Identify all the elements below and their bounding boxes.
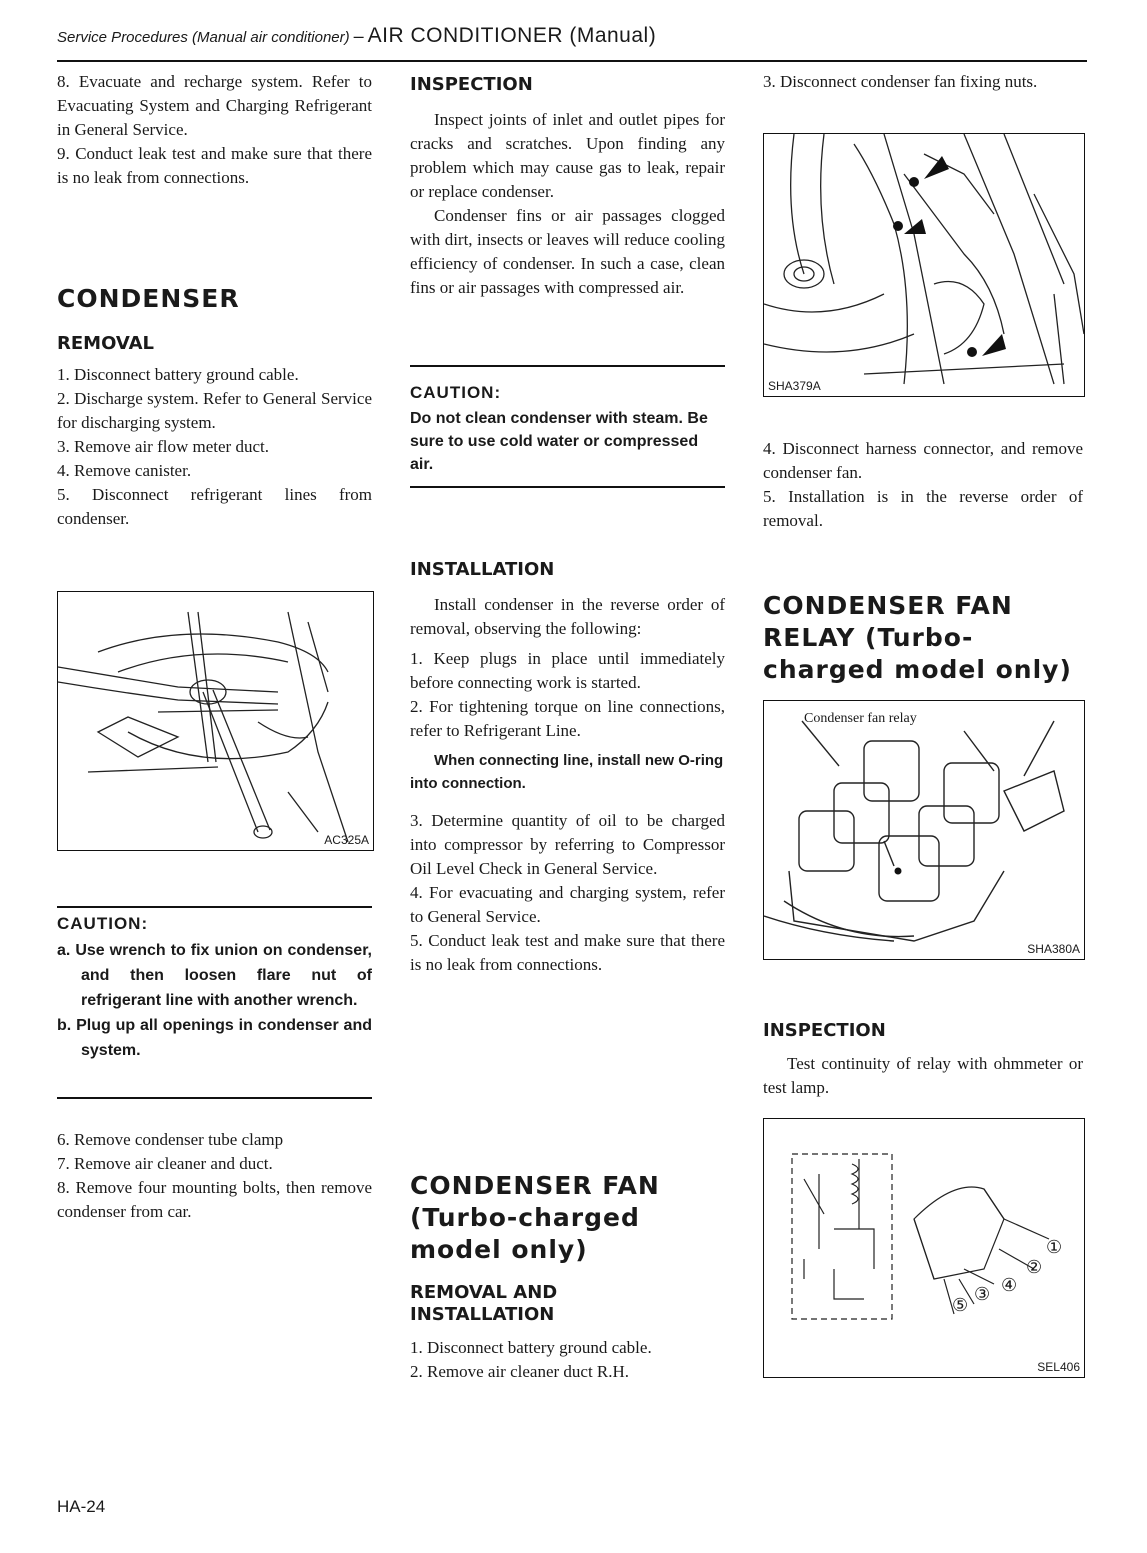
installation-heading: INSTALLATION bbox=[410, 559, 555, 580]
fan-step-3: 3. Disconnect condenser fan fixing nuts. bbox=[763, 72, 1038, 91]
page-title: AIR CONDITIONER (Manual) bbox=[367, 24, 657, 47]
condenser-fan-section bbox=[410, 1170, 725, 1384]
fan-heading-line-1: CONDENSER FAN bbox=[410, 1171, 660, 1200]
terminal-2-label: ② bbox=[1026, 1257, 1043, 1277]
removal-step-3: 3. Remove air flow meter duct. bbox=[57, 437, 269, 456]
installation-step-2: 2. For tightening torque on line connections, refer to Refrigerant Line. bbox=[410, 697, 725, 740]
installation-intro: Install condenser in the reverse order of removal, observing the following: bbox=[410, 595, 725, 638]
fan-step-2: 2. Remove air cleaner duct R.H. bbox=[410, 1362, 630, 1381]
inspection-paragraph-1: Inspect joints of inlet and outlet pipes for cracks and scratches. Upon finding any problem which may cause gas to leak, repair or replace condenser. bbox=[410, 110, 725, 201]
relay-heading-line-1: CONDENSER FAN bbox=[763, 591, 1013, 620]
installation-section bbox=[410, 559, 725, 977]
figure-relay-circuit bbox=[763, 1118, 1085, 1378]
figure-fan-relay bbox=[763, 700, 1085, 960]
inspection-paragraph-2: Condenser fins or air passages clogged with dirt, insects or leaves will reduce cooling efficiency of condenser. In such a case, clean fins or air passages with compressed air. bbox=[410, 206, 725, 297]
relay-callout: Condenser fan relay bbox=[804, 711, 917, 726]
removal-steps-continued bbox=[57, 1128, 372, 1224]
column-middle bbox=[410, 70, 725, 300]
installation-step-4: 4. For evacuating and charging system, refer to General Service. bbox=[410, 883, 725, 926]
relay-section bbox=[763, 590, 1093, 686]
relay-illustration bbox=[764, 701, 1084, 959]
relay-inspection-text: Test continuity of relay with ohmmeter or test lamp. bbox=[763, 1054, 1083, 1097]
removal-step-2: 2. Discharge system. Refer to General Service for discharging system. bbox=[57, 389, 372, 432]
wrench-illustration bbox=[58, 592, 373, 850]
terminal-5-label: ⑤ bbox=[952, 1295, 969, 1315]
fan-step-4: 4. Disconnect harness connector, and remove condenser fan. bbox=[763, 439, 1083, 482]
section-title: Service Procedures (Manual air conditioner) bbox=[57, 29, 350, 46]
fan-steps-continued bbox=[763, 437, 1083, 533]
step-9: 9. Conduct leak test and make sure that there is no leak from connections. bbox=[57, 144, 372, 187]
page-header bbox=[57, 18, 1087, 62]
removal-step-5: 5. Disconnect refrigerant lines from condenser. bbox=[57, 485, 372, 528]
installation-note: When connecting line, install new O-ring into connection. bbox=[410, 752, 724, 792]
terminal-1-label: ① bbox=[1046, 1237, 1063, 1257]
relay-heading-line-2: RELAY (Turbo- bbox=[763, 623, 974, 652]
inspection-heading: INSPECTION bbox=[410, 74, 533, 95]
terminal-3-label: ③ bbox=[974, 1284, 991, 1304]
figure-fan-nuts bbox=[763, 133, 1085, 397]
fan-nuts-illustration bbox=[764, 134, 1084, 396]
figure-label: SHA380A bbox=[1027, 942, 1080, 956]
terminal-4-label: ④ bbox=[1001, 1275, 1018, 1295]
fan-step-5: 5. Installation is in the reverse order of removal. bbox=[763, 487, 1083, 530]
column-right bbox=[763, 70, 1083, 94]
caution-text-middle: Do not clean condenser with steam. Be sure to use cold water or compressed air. bbox=[410, 410, 708, 473]
figure-condenser-wrench bbox=[57, 591, 374, 851]
caution-rule-left bbox=[57, 1097, 372, 1099]
relay-inspection-section bbox=[763, 1020, 1083, 1100]
figure-label: SEL406 bbox=[1037, 1360, 1080, 1374]
caution-title-middle: CAUTION: bbox=[410, 383, 502, 402]
caution-item-a: a. Use wrench to fix union on condenser, and then loosen flare nut of refrigerant line with another wrench. bbox=[57, 942, 372, 1009]
caution-title: CAUTION: bbox=[57, 914, 149, 933]
page-number: HA-24 bbox=[57, 1497, 106, 1516]
removal-step-7: 7. Remove air cleaner and duct. bbox=[57, 1154, 273, 1173]
figure-label: AC325A bbox=[324, 833, 369, 847]
removal-step-4: 4. Remove canister. bbox=[57, 461, 192, 480]
fan-subheading-line-2: INSTALLATION bbox=[410, 1304, 555, 1325]
header-dash: – bbox=[353, 26, 364, 46]
removal-step-8: 8. Remove four mounting bolts, then remove condenser from car. bbox=[57, 1178, 372, 1221]
installation-step-3: 3. Determine quantity of oil to be charged into compressor by referring to Compressor Oil Level Check in General Service. bbox=[410, 811, 725, 878]
fan-step-1: 1. Disconnect battery ground cable. bbox=[410, 1338, 652, 1357]
relay-inspection-heading: INSPECTION bbox=[763, 1020, 886, 1041]
caution-block-middle bbox=[410, 365, 725, 488]
fan-heading-line-3: model only) bbox=[410, 1235, 588, 1264]
caution-item-b: b. Plug up all openings in condenser and system. bbox=[57, 1017, 372, 1059]
relay-circuit-illustration bbox=[764, 1119, 1084, 1377]
installation-step-1: 1. Keep plugs in place until immediately before connecting work is started. bbox=[410, 649, 725, 692]
removal-heading: REMOVAL bbox=[57, 333, 154, 354]
caution-block-left bbox=[57, 906, 372, 1063]
column-left bbox=[57, 70, 372, 531]
fan-heading-line-2: (Turbo-charged bbox=[410, 1203, 640, 1232]
condenser-heading: CONDENSER bbox=[57, 284, 240, 313]
fan-subheading-line-1: REMOVAL AND bbox=[410, 1282, 558, 1303]
figure-label: SHA379A bbox=[768, 379, 821, 393]
removal-step-6: 6. Remove condenser tube clamp bbox=[57, 1130, 284, 1149]
removal-step-1: 1. Disconnect battery ground cable. bbox=[57, 365, 299, 384]
installation-step-5: 5. Conduct leak test and make sure that there is no leak from connections. bbox=[410, 931, 725, 974]
step-8: 8. Evacuate and recharge system. Refer to Evacuating System and Charging Refrigerant in General Service. bbox=[57, 72, 372, 139]
relay-heading-line-3: charged model only) bbox=[763, 655, 1072, 684]
